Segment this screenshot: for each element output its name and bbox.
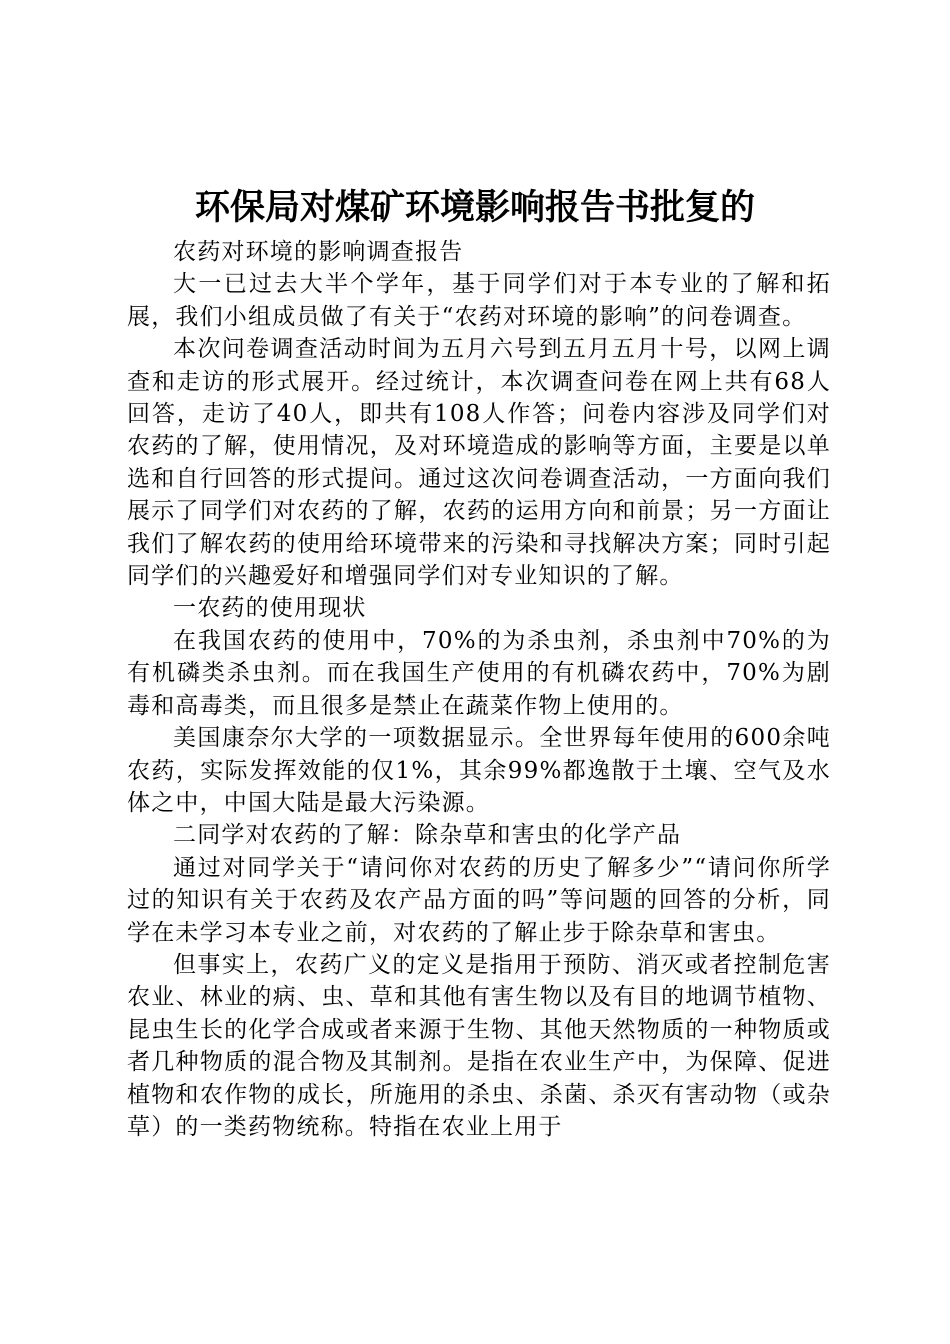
- document-title: 环保局对煤矿环境影响报告书批复的: [194, 188, 755, 228]
- document-body: [127, 236, 831, 1143]
- paragraph-pesticide-definition: 但事实上，农药广义的定义是指用于预防、消灭或者控制危害农业、林业的病、虫、草和其他有害生物以及有目的地调节植物、昆虫生长的化学合成或者来源于生物、其他天然物质的一种物质或者几种物质的混合物及其制剂。是指在农业生产中，为保障、促进植物和农作物的成长，所施用的杀虫、杀菌、杀灭有害动物（或杂草）的一类药物统称。特指在农业上用于: [127, 951, 831, 1140]
- paragraph-survey-method: 本次问卷调查活动时间为五月六号到五月五月十号，以网上调查和走访的形式展开。经过统计，本次调查问卷在网上共有68人回答，走访了40人，即共有108人作答；问卷内容涉及同学们对农药的了解，使用情况，及对环境造成的影响等方面，主要是以单选和自行回答的形式提问。通过这次问卷调查活动，一方面向我们展示了同学们对农药的了解，农药的运用方向和前景；另一方面让我们了解农药的使用给环境带来的污染和寻找解决方案；同时引起同学们的兴趣爱好和增强同学们对专业知识的了解。: [127, 336, 831, 590]
- paragraph-usage-stats: 在我国农药的使用中，70%的为杀虫剂，杀虫剂中70%的为有机磷类杀虫剂。而在我国生产使用的有机磷农药中，70%为剧毒和高毒类，而且很多是禁止在蔬菜作物上使用的。: [127, 627, 831, 719]
- section-heading-student-understanding: 二同学对农药的了解：除杂草和害虫的化学产品: [173, 822, 682, 849]
- report-heading: 农药对环境的影响调查报告: [173, 239, 464, 265]
- paragraph-answer-analysis: 通过对同学关于“请问你对农药的历史了解多少”“请问你所学过的知识有关于农药及农产品方面的吗”等问题的回答的分析，同学在未学习本专业之前，对农药的了解止步于除杂草和害虫。: [127, 854, 831, 946]
- paragraph-cornell-data: 美国康奈尔大学的一项数据显示。全世界每年使用的600余吨农药，实际发挥效能的仅1%，其余99%都逸散于土壤、空气及水体之中，中国大陆是最大污染源。: [127, 725, 831, 816]
- paragraph-intro: 大一已过去大半个学年，基于同学们对于本专业的了解和拓展，我们小组成员做了有关于“农药对环境的影响”的问卷调查。: [127, 271, 831, 330]
- section-heading-usage-status: 一农药的使用现状: [173, 595, 367, 622]
